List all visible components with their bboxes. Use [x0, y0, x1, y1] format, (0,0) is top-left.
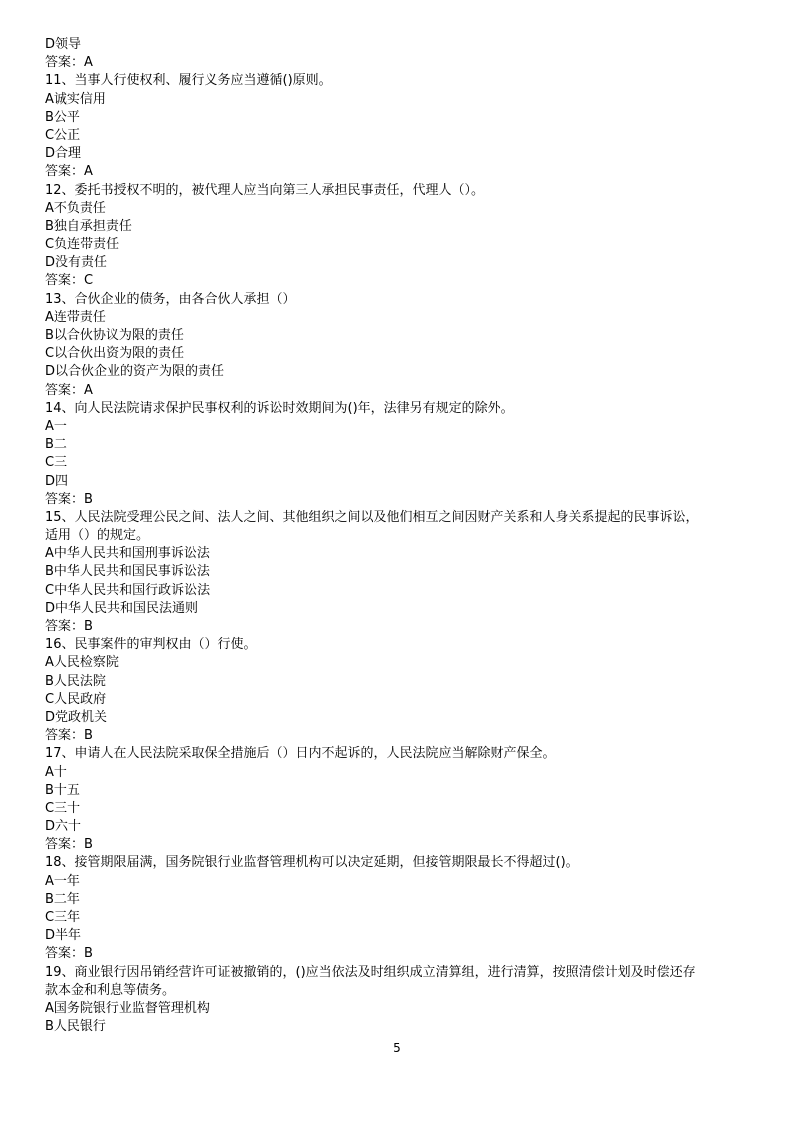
- question-line: 19、商业银行因吊销经营许可证被撤销的，()应当依法及时组织成立清算组，进行清算，按照清偿计划及时偿还存: [45, 964, 696, 980]
- page-number: 5: [393, 1041, 401, 1055]
- option-line: C三年: [45, 910, 81, 925]
- option-line: B人民法院: [45, 673, 106, 689]
- question-line: 13、合伙企业的债务，由各合伙人承担（）: [45, 291, 296, 307]
- option-line: C负连带责任: [45, 237, 120, 253]
- question-line-continued: 款本金和利息等债务。: [45, 982, 176, 998]
- answer-line: 答案：A: [45, 164, 93, 180]
- answer-line: 答案：A: [45, 382, 93, 398]
- option-line: A一年: [45, 873, 80, 889]
- answer-line: 答案：B: [45, 728, 93, 744]
- option-line: A人民检察院: [45, 655, 119, 671]
- option-line: B人民银行: [45, 1019, 106, 1035]
- option-line: A诚实信用: [45, 91, 106, 107]
- option-line: D没有责任: [45, 255, 108, 271]
- question-line: 12、委托书授权不明的，被代理人应当向第三人承担民事责任，代理人（）。: [45, 182, 485, 198]
- question-line: 17、申请人在人民法院采取保全措施后（）日内不起诉的，人民法院应当解除财产保全。: [45, 746, 556, 762]
- option-line: C三: [45, 455, 68, 471]
- answer-line: 答案：C: [45, 273, 94, 289]
- question-line: 14、向人民法院请求保护民事权利的诉讼时效期间为()年，法律另有规定的除外。: [45, 400, 514, 416]
- option-line: C三十: [45, 800, 81, 816]
- option-line: A一: [45, 418, 67, 434]
- option-line: B十五: [45, 782, 80, 798]
- option-line: D半年: [45, 928, 82, 944]
- option-line: D四: [45, 473, 69, 489]
- option-line: A国务院银行业监督管理机构: [45, 1000, 210, 1016]
- option-line: A不负责任: [45, 200, 106, 216]
- option-line: C人民政府: [45, 691, 107, 707]
- question-line-continued: 适用（）的规定。: [45, 528, 150, 544]
- option-line: B二: [45, 437, 67, 453]
- option-line: D领导: [45, 37, 82, 52]
- option-line: D党政机关: [45, 709, 108, 725]
- option-line: C以合伙出资为限的责任: [45, 346, 185, 362]
- answer-line: 答案：A: [45, 55, 93, 71]
- option-line: B中华人民共和国民事诉讼法: [45, 564, 210, 580]
- answer-line: 答案：B: [45, 619, 93, 634]
- option-line: A连带责任: [45, 309, 106, 325]
- option-line: C中华人民共和国行政诉讼法: [45, 582, 211, 598]
- option-line: D以合伙企业的资产为限的责任: [45, 364, 225, 380]
- option-line: B独自承担责任: [45, 218, 132, 234]
- answer-line: 答案：B: [45, 946, 93, 962]
- question-line: 15、人民法院受理公民之间、法人之间、其他组织之间以及他们相互之间因财产关系和人身关系提起的民事诉讼，: [45, 509, 699, 525]
- option-line: D六十: [45, 819, 82, 835]
- question-line: 16、民事案件的审判权由（）行使。: [45, 637, 257, 653]
- answer-line: 答案：B: [45, 491, 93, 507]
- option-line: A十: [45, 764, 67, 780]
- answer-line: 答案：B: [45, 837, 93, 853]
- option-line: D合理: [45, 146, 82, 162]
- option-line: B公平: [45, 109, 80, 125]
- question-line: 18、接管期限届满，国务院银行业监督管理机构可以决定延期，但接管期限最长不得超过()。: [45, 855, 579, 871]
- document-body: [45, 36, 750, 1036]
- question-line: 11、当事人行使权利、履行义务应当遵循()原则。: [45, 73, 332, 89]
- option-line: D中华人民共和国民法通则: [45, 600, 199, 616]
- option-line: C公正: [45, 127, 81, 143]
- option-line: A中华人民共和国刑事诉讼法: [45, 546, 210, 562]
- option-line: B二年: [45, 891, 80, 907]
- option-line: B以合伙协议为限的责任: [45, 328, 184, 343]
